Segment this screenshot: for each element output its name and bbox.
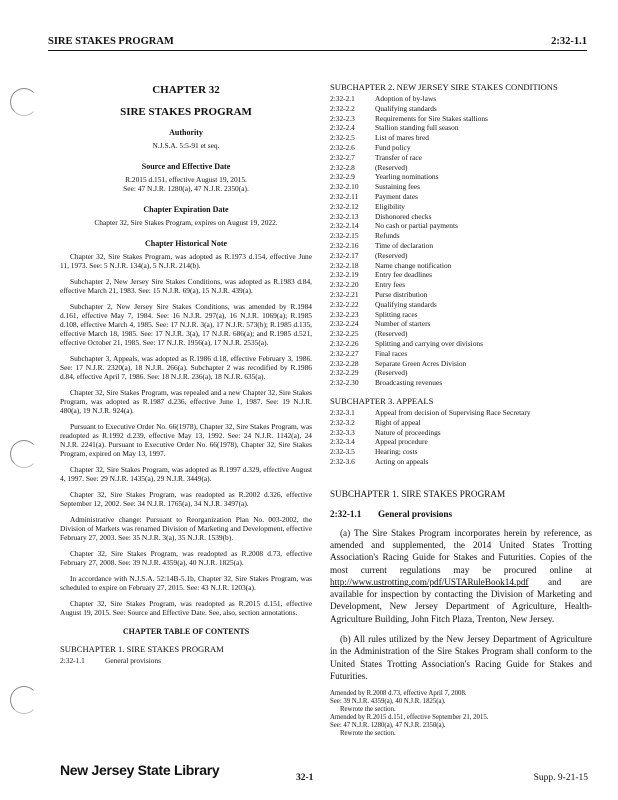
toc-item-title: Refunds bbox=[375, 231, 400, 241]
toc-item-title: (Reserved) bbox=[375, 250, 408, 260]
toc-item-title: Stallion standing full season bbox=[375, 123, 459, 133]
toc-item-title: Hearing; costs bbox=[375, 447, 418, 457]
paragraph-a-text-1: (a) The Sire Stakes Program incorporates herein by reference, as amended and supplemented, the 2014 United States Trotting Association's Racing Guide for Stakes and Futurities. Copies of the most current regulations may be procured online at bbox=[330, 527, 592, 575]
toc-item-number: 2:32-3.4 bbox=[330, 437, 355, 447]
toc-item[interactable] bbox=[330, 457, 592, 467]
toc-item[interactable] bbox=[330, 359, 592, 369]
toc-item-title: General provisions bbox=[105, 656, 162, 665]
toc-item-number: 2:32-2.7 bbox=[330, 152, 355, 162]
toc-item-number: 2:32-2.16 bbox=[330, 240, 359, 250]
toc-item-title: Time of declaration bbox=[375, 240, 434, 250]
toc-item-title: (Reserved) bbox=[375, 368, 408, 378]
source-line-2: See: 47 N.J.R. 1280(a), 47 N.J.R. 2350(a). bbox=[123, 184, 249, 193]
toc-item[interactable] bbox=[330, 428, 592, 438]
toc-item-title: Requirements for Sire Stakes stallions bbox=[375, 113, 488, 123]
toc-item-number: 2:32-3.3 bbox=[330, 427, 355, 437]
toc-item[interactable] bbox=[330, 182, 592, 192]
toc-item-title: List of mares bred bbox=[375, 133, 429, 143]
toc-item-title: Splitting and carrying over divisions bbox=[375, 338, 483, 348]
toc-item-title: Appeal procedure bbox=[375, 437, 428, 447]
toc-item-number: 2:32-2.27 bbox=[330, 348, 359, 358]
toc-item[interactable] bbox=[330, 378, 592, 388]
toc-item-number: 2:32-2.11 bbox=[330, 191, 359, 201]
toc-item-number: 2:32-3.6 bbox=[330, 456, 355, 466]
toc-item-title: Purse distribution bbox=[375, 289, 428, 299]
punch-hole-icon bbox=[10, 88, 38, 116]
toc-item-title: No cash or partial payments bbox=[375, 221, 458, 231]
toc-item-title: Name change notification bbox=[375, 260, 452, 270]
toc-item[interactable] bbox=[330, 261, 592, 271]
toc-item[interactable] bbox=[330, 339, 592, 349]
toc-item[interactable] bbox=[330, 192, 592, 202]
toc-item-number: 2:32-2.26 bbox=[330, 338, 359, 348]
source-heading: Source and Effective Date bbox=[141, 162, 231, 171]
header-rule bbox=[48, 50, 587, 51]
history-paragraph: Pursuant to Executive Order No. 66(1978), Chapter 32, Sire Stakes Program, was readopted as R.1992 d.239, effective May 13, 1992. See: 24 N.J.R. 1142(a), 24 N.J.R. 2241(a). Pursuant to Executive Order No. 66(1978), Chapter 32, Sire Stakes Program, expired on May 13, 1997. bbox=[60, 422, 312, 458]
toc-item[interactable] bbox=[330, 172, 592, 182]
toc-item[interactable] bbox=[330, 104, 592, 114]
toc-item[interactable] bbox=[330, 94, 592, 104]
history-paragraph: In accordance with N.J.S.A. 52:14B-5.1b, Chapter 32, Sire Stakes Program, was scheduled to expire on February 27, 2015. See: 43 N.J.R. 1203(a). bbox=[60, 574, 312, 592]
toc-item[interactable] bbox=[330, 437, 592, 447]
toc-item[interactable] bbox=[330, 251, 592, 261]
toc-item[interactable] bbox=[330, 163, 592, 173]
history-paragraph: Subchapter 2, New Jersey Sire Stakes Conditions, was amended by R.1984 d.161, effective May 7, 1984. See: 16 N.J.R. 297(a), 16 N.J.R. 1069(a); R.1985 d.108, effective March 4, 1985. See: 17 N.J.R. 3(a), 17 N.J.R. 573(b); R.1985 d.135, effective March 18, 1985. See: 17 N.J.R. 3(a), 17 N.J.R. 686(a); and R.1985 d.521, effective October 21, 1985. See: 17 N.J.R. 1956(a), 17 N.J.R. 2535(a). bbox=[60, 302, 312, 347]
toc-item-title: Acting on appeals bbox=[375, 456, 429, 466]
toc-item-title: (Reserved) bbox=[375, 329, 408, 339]
left-column bbox=[60, 76, 312, 666]
toc-item[interactable] bbox=[330, 310, 592, 320]
toc-item-number: 2:32-3.2 bbox=[330, 417, 355, 427]
toc-item-number: 2:32-2.1 bbox=[330, 94, 355, 103]
toc-item-title: Separate Green Acres Division bbox=[375, 358, 467, 368]
toc-item-number: 2:32-2.28 bbox=[330, 358, 359, 368]
toc-heading: CHAPTER TABLE OF CONTENTS bbox=[122, 627, 250, 636]
toc-item-title: Appeal from decision of Supervising Race Secretary bbox=[375, 407, 531, 417]
history-paragraph: Subchapter 2, New Jersey Sire Stakes Conditions, was adopted as R.1983 d.84, effective March 21, 1983. See: 15 N.J.R. 69(a), 15 N.J.R. 439(a). bbox=[60, 277, 312, 295]
toc-item[interactable] bbox=[330, 368, 592, 378]
toc-subchapter-2: SUBCHAPTER 2. NEW JERSEY SIRE STAKES CONDITIONS bbox=[330, 82, 558, 92]
history-paragraph: Chapter 32, Sire Stakes Program, was readopted as R.2015 d.151, effective August 19, 2015. See: Source and Effective Date. See, also, section annotations. bbox=[60, 599, 312, 617]
toc-subchapter-3-list bbox=[330, 408, 592, 467]
toc-item[interactable] bbox=[330, 221, 592, 231]
toc-item[interactable] bbox=[330, 202, 592, 212]
history-heading: Chapter Historical Note bbox=[144, 239, 228, 248]
toc-item[interactable] bbox=[330, 319, 592, 329]
toc-item-number: 2:32-2.20 bbox=[330, 280, 359, 290]
expiration-text: Chapter 32, Sire Stakes Program, expires on August 19, 2022. bbox=[94, 218, 278, 227]
chapter-title: SIRE STAKES PROGRAM bbox=[120, 106, 252, 118]
authority-heading: Authority bbox=[169, 128, 203, 137]
toc-item-number: 2:32-2.30 bbox=[330, 378, 359, 388]
expiration-heading: Chapter Expiration Date bbox=[143, 205, 229, 214]
chapter-number: CHAPTER 32 bbox=[152, 84, 220, 96]
history-paragraph: Chapter 32, Sire Stakes Program, was readopted as R.2002 d.326, effective September 12, 2002. See: 34 N.J.R. 1765(a), 34 N.J.R. 3497(a). bbox=[60, 490, 312, 508]
history-paragraph: Subchapter 3, Appeals, was adopted as R.1986 d.18, effective February 3, 1986. See: 17 N.J.R. 2320(a), 18 N.J.R. 266(a). Subchapter 2 was recodified by R.1986 d.84, effective April 7, 1986. See: 18 N.J.R. 236(a), 18 N.J.R. 635(a). bbox=[60, 354, 312, 381]
toc-item-number: 2:32-2.2 bbox=[330, 103, 355, 113]
punch-hole-icon bbox=[10, 440, 38, 468]
toc-item[interactable] bbox=[330, 280, 592, 290]
header-section: 2:32-1.1 bbox=[551, 36, 587, 47]
toc-item[interactable] bbox=[330, 212, 592, 222]
toc-item-number: 2:32-1.1 bbox=[60, 656, 85, 665]
history-paragraph: Chapter 32, Sire Stakes Program, was adopted as R.1973 d.154, effective June 11, 1973. See: 5 N.J.R. 134(a), 5 N.J.R. 214(b). bbox=[60, 252, 312, 270]
toc-item[interactable] bbox=[330, 418, 592, 428]
toc-item-title: Qualifying standards bbox=[375, 299, 437, 309]
toc-item-number: 2:32-2.6 bbox=[330, 142, 355, 152]
toc-item[interactable] bbox=[330, 143, 592, 153]
toc-item-number: 2:32-2.18 bbox=[330, 260, 359, 270]
toc-subchapter-2-list bbox=[330, 94, 592, 388]
amendment-2-note: Rewrote the section. bbox=[340, 730, 396, 738]
paragraph-a-text-2: and are available for inspection by contacting the Division of Marketing and Development, New Jersey Department of Agriculture, Health-Agriculture Building, John Fitch Plaza, Trenton, New Jersey. bbox=[330, 576, 592, 624]
toc-item-title: Payment dates bbox=[375, 191, 418, 201]
toc-item-title: Adoption of by-laws bbox=[375, 94, 437, 103]
amendment-1: Amended by R.2008 d.73, effective April 7, 2008. bbox=[330, 690, 467, 698]
amendment-notes bbox=[330, 690, 592, 738]
toc-item-title: Transfer of race bbox=[375, 152, 422, 162]
toc-item-title: Fund policy bbox=[375, 142, 411, 152]
toc-item[interactable] bbox=[330, 114, 592, 124]
history-paragraph: Administrative change: Pursuant to Reorganization Plan No. 003-2002, the Division of Markets was renamed Division of Marketing and Development, effective February 27, 2003. See: 35 N.J.R. 3(a), 35 N.J.R. 1539(b). bbox=[60, 515, 312, 542]
source-line-1: R.2015 d.151, effective August 19, 2015. bbox=[125, 175, 247, 184]
history-notes bbox=[60, 252, 312, 617]
toc-item-number: 2:32-2.10 bbox=[330, 182, 359, 192]
toc-item-number: 2:32-2.14 bbox=[330, 221, 359, 231]
toc-item[interactable] bbox=[330, 447, 592, 457]
toc-item[interactable] bbox=[330, 153, 592, 163]
toc-item-title: Sustaining fees bbox=[375, 182, 420, 192]
toc-item-title: Final races bbox=[375, 348, 408, 358]
toc-item-number: 2:32-2.23 bbox=[330, 309, 359, 319]
toc-item-number: 2:32-2.24 bbox=[330, 319, 359, 329]
toc-item[interactable] bbox=[330, 133, 592, 143]
toc-item[interactable] bbox=[330, 329, 592, 339]
authority-text: N.J.S.A. 5:5-91 et seq. bbox=[152, 141, 220, 150]
subchapter-1-heading: SUBCHAPTER 1. SIRE STAKES PROGRAM bbox=[330, 488, 506, 499]
section-number: 2:32-1.1 bbox=[330, 508, 362, 519]
amendment-2-see: See: 47 N.J.R. 1280(a), 47 N.J.R. 2350(a). bbox=[330, 722, 446, 730]
toc-item-title: (Reserved) bbox=[375, 162, 408, 172]
supplement-date: Supp. 9-21-15 bbox=[533, 773, 588, 783]
library-stamp: New Jersey State Library bbox=[60, 762, 220, 778]
amendment-2: Amended by R.2015 d.151, effective September 21, 2015. bbox=[330, 714, 489, 722]
toc-item-title: Broadcasting revenues bbox=[375, 378, 443, 388]
toc-item-title: Nature of proceedings bbox=[375, 427, 441, 437]
toc-subchapter-1: SUBCHAPTER 1. SIRE STAKES PROGRAM bbox=[60, 644, 224, 654]
toc-item-title: Entry fees bbox=[375, 280, 406, 290]
paragraph-a bbox=[330, 527, 592, 625]
toc-item[interactable] bbox=[330, 241, 592, 251]
section-heading bbox=[330, 509, 592, 519]
toc-item[interactable] bbox=[330, 270, 592, 280]
toc-item-number: 2:32-2.19 bbox=[330, 270, 359, 280]
paragraph-b: (b) All rules utilized by the New Jersey Department of Agriculture in the Administration of the Sire Stakes Program shall conform to the United States Trotting Association's Racing Guide for Stakes and Futurities. bbox=[330, 634, 592, 681]
toc-item-title: Dishonored checks bbox=[375, 211, 432, 221]
section-title: General provisions bbox=[377, 508, 453, 519]
toc-item-number: 2:32-2.21 bbox=[330, 289, 359, 299]
toc-item-number: 2:32-2.13 bbox=[330, 211, 359, 221]
right-column bbox=[330, 76, 592, 738]
history-paragraph: Chapter 32, Sire Stakes Program, was repealed and a new Chapter 32, Sire Stakes Program, was adopted as R.1987 d.236, effective June 1, 1987. See: 19 N.J.R. 480(a), 19 N.J.R. 924(a). bbox=[60, 388, 312, 415]
toc-item-number: 2:32-2.25 bbox=[330, 329, 359, 339]
toc-item[interactable] bbox=[330, 123, 592, 133]
toc-item[interactable] bbox=[330, 408, 592, 418]
toc-item[interactable] bbox=[330, 300, 592, 310]
toc-item-number: 2:32-2.17 bbox=[330, 250, 359, 260]
toc-item-number: 2:32-3.1 bbox=[330, 407, 355, 417]
toc-item-number: 2:32-2.12 bbox=[330, 201, 359, 211]
toc-item-title: Number of starters bbox=[375, 319, 431, 329]
page-number: 32-1 bbox=[296, 773, 314, 783]
toc-item-number: 2:32-2.15 bbox=[330, 231, 359, 241]
toc-item-title: Qualifying standards bbox=[375, 103, 437, 113]
toc-item-number: 2:32-2.29 bbox=[330, 368, 359, 378]
header-title: SIRE STAKES PROGRAM bbox=[48, 36, 174, 47]
toc-item-title: Right of appeal bbox=[375, 417, 421, 427]
rulebook-link[interactable]: http://www.ustrotting.com/pdf/USTARuleBook14.pdf bbox=[330, 576, 529, 587]
toc-item-title: Splitting races bbox=[375, 309, 418, 319]
toc-item-number: 2:32-2.9 bbox=[330, 172, 355, 182]
toc-item[interactable] bbox=[330, 290, 592, 300]
history-paragraph: Chapter 32, Sire Stakes Program, was readopted as R.2008 d.73, effective February 27, 2008. See: 39 N.J.R. 4359(a), 40 N.J.R. 1825(a). bbox=[60, 549, 312, 567]
toc-item-title: Eligibility bbox=[375, 201, 405, 211]
toc-item-number: 2:32-3.5 bbox=[330, 447, 355, 457]
toc-subchapter-3: SUBCHAPTER 3. APPEALS bbox=[330, 395, 434, 406]
amendment-1-see: See: 39 N.J.R. 4359(a), 40 N.J.R. 1825(a). bbox=[330, 698, 446, 706]
toc-item-number: 2:32-2.8 bbox=[330, 162, 355, 172]
toc-item-title: Yearling nominations bbox=[375, 172, 439, 182]
toc-item-number: 2:32-2.4 bbox=[330, 123, 355, 133]
running-header bbox=[48, 36, 587, 48]
toc-item-title: Entry fee deadlines bbox=[375, 270, 433, 280]
punch-hole-icon bbox=[10, 686, 38, 714]
history-paragraph: Chapter 32, Sire Stakes Program, was adopted as R.1997 d.329, effective August 4, 1997. See: 29 N.J.R. 1435(a), 29 N.J.R. 3449(a). bbox=[60, 465, 312, 483]
amendment-1-note: Rewrote the section. bbox=[340, 706, 396, 714]
toc-item[interactable] bbox=[60, 656, 312, 666]
toc-item-number: 2:32-2.5 bbox=[330, 133, 355, 143]
toc-item-number: 2:32-2.3 bbox=[330, 113, 355, 123]
toc-item-number: 2:32-2.22 bbox=[330, 299, 359, 309]
toc-item[interactable] bbox=[330, 349, 592, 359]
toc-item[interactable] bbox=[330, 231, 592, 241]
